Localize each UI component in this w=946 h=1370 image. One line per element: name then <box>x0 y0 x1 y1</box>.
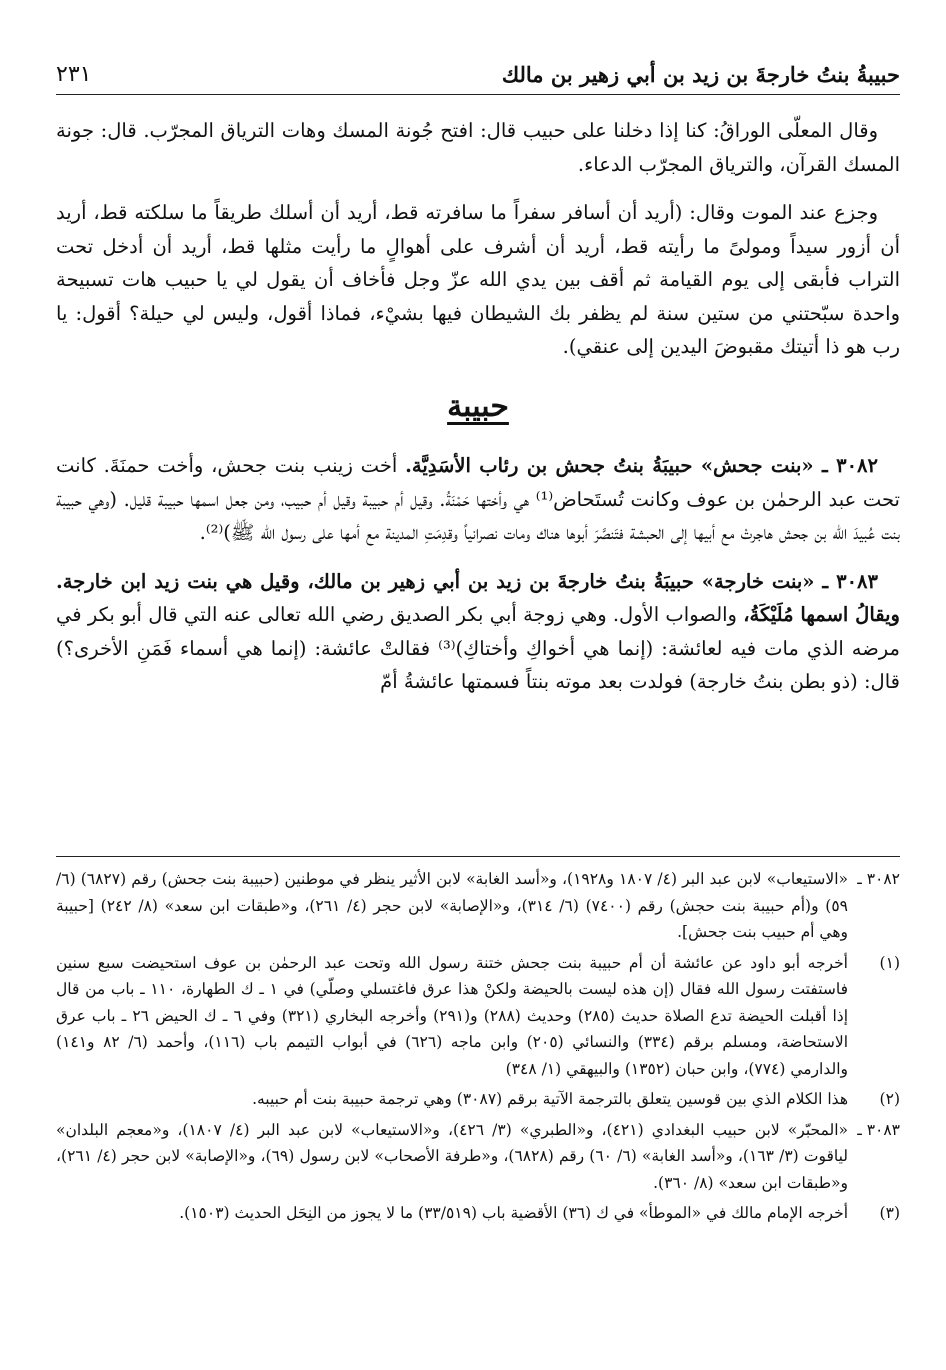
footnote-mark: (٢) <box>879 1090 900 1108</box>
section-title: حبيبة <box>447 388 509 424</box>
footnotes <box>56 866 900 1231</box>
footnote-text: «الاستيعاب» لابن عبد البر (٤/ ١٨٠٧ و١٩٢٨)، و«أسد الغابة» لابن الأثير ينظر في موطنين (حبيبة بنت جحش) رقم (٦٨٢٧) (٦/ ٥٩) و(أم حبيبة بنت حجش) رقم (٧٤٠٠) (٦/ ٣١٤)، و«الإصابة» لابن حجر (٤/ ٢٦١)، و«طبقات ابن سعد» (٨/ ٢٤٢) [حبيبة وهي أم حبيب بنت جحش]. <box>56 870 848 941</box>
footnote-text: أخرجه الإمام مالك في «الموطأ» في ك (٣٦) الأقضية باب (٣٣/٥١٩) ما لا يجوز من النِحَل الحديث (١٥٠٣). <box>179 1204 848 1222</box>
footnote-mark: ٣٠٨٣ ـ <box>857 1120 900 1139</box>
footnote-mark: (١) <box>879 953 900 972</box>
footnote <box>56 1117 900 1197</box>
entry-text: والصواب الأول. وهي زوجة أبي بكر الصديق رضي الله تعالى عنه التي قال أبو بكر في مرضه الذي مات فيه لعائشة: (إنما هي أخواكِ وأختاكِ)⁽³⁾ فقالتْ عائشة: (إنما هي أسماء فَمَنِ الأخرى؟) قال: (ذو بطن بنتُ خارجة) فولدت بعد موته بنتاً فسمتها عائشةُ أمّ <box>56 603 900 693</box>
footnote <box>56 1200 900 1227</box>
main-text <box>56 114 900 714</box>
footnote <box>56 866 900 946</box>
footnote <box>56 1086 900 1113</box>
footnote-text: أخرجه أبو داود عن عائشة أن أم حبيبة بنت جحش ختنة رسول الله وتحت عبد الرحمٰن بن عوف استحيضت سبع سنين فاستفتت رسول الله فقال (إن هذه ليست بالحيضة ولكنْ هذا عرق فاغتسلي وصلّي) في ١ ـ ك الطهارة، ١١٠ ـ باب من قال إذا أقبلت الحيضة تدع الصلاة حديث (٢٨٥) وحديث (٢٨٨) و(٢٩١) وأخرجه البخاري (٣٢١) وفي ٦ ـ ك الحيض ٢٦ ـ باب عرق الاستحاضة، ومسلم برقم (٣٣٤) والنسائي (٢٠٥) وابن ماجه (٦٢٦) في أبواب التيمم باب (١١٦)، وأحمد (٦/ ٨٢ و١٤١) والدارمي (٧٧٤)، وابن حبان (١٣٥٢) والبيهقي (١/ ٣٤٨) <box>56 953 849 1078</box>
running-header <box>56 54 900 95</box>
footnote-text: «المحبّر» لابن حبيب البغدادي (٤٢١)، و«الطبري» (٣/ ٤٢٦)، و«الاستيعاب» لابن عبد البر (٤/ ١٨٠٧)، و«معجم البلدان» لياقوت (٣/ ١٦٣)، و«أسد الغابة» (٦/ ٦٠) رقم (٦٨٢٨)، و«طرفة الأصحاب» لابن رسول (٦٩)، و«الإصابة» لابن حجر (٤/ ٢٦١)، و«طبقات ابن سعد» (٨/ ٣٦٠). <box>56 1120 848 1192</box>
footnote-separator <box>56 856 900 857</box>
footnote-mark: ٣٠٨٢ ـ <box>857 870 900 888</box>
page-number: ٢٣١ <box>56 61 92 87</box>
paragraph: وقال المعلّى الوراقُ: كنا إذا دخلنا على حبيب قال: افتح جُونة المسك وهات الترياق المجرّب. قال: جونة المسك القرآن، والترياق المجرّب الدعاء. <box>56 119 900 176</box>
entry-text: أخت زينب بنت جحش، وأخت حمنَةَ. كانت تحت عبد الرحمٰن بن عوف وكانت تُستَحاض⁽¹⁾ هي وأختها حَمْنَةُ. وقيل أم حبيبة وقيل أم حبيب، ومن جعل اسمها حبيبة قليل. (وهي حبيبة بنت عُبيدَ الله بن جحش هاجرتْ مع أبيها إلى الحبشة فتَنصَّرَ أبوها هناك ومات نصرانياً وقدِمَتِ المدينة مع أمها على رسول الله ﷺ)⁽²⁾. <box>56 454 900 544</box>
footnote-text: هذا الكلام الذي بين قوسين يتعلق بالترجمة الآتية برقم (٣٠٨٧) وهي ترجمة حبيبة بنت أم حبيبه. <box>252 1090 848 1108</box>
entry-3083 <box>56 565 900 699</box>
book-page <box>56 40 900 1350</box>
header-title: حبيبةُ بنتُ خارجةَ بن زيد بن أبي زهير بن مالك <box>501 61 900 87</box>
paragraph: وجزع عند الموت وقال: (أريد أن أسافر سفراً ما سافرته قط، أريد أن أسلك طريقاً ما سلكته قط، أريد أن أزور سيداً ومولىً ما رأيته قط، أريد أن أشرف على أهوالٍ ما رأيت مثلها قط، أريد أن أدخل تحت التراب فأبقى إلى يوم القيامة ثم أقف بين يدي الله عزّ وجل فأخاف أن يقول لي يا حبيب هات تسبيحة واحدة سبّحتني من ستين سنة لم يظفر بك الشيطان فيها بشيْء، فماذا أقول، وليس لي حيلة؟ أقول: يا رب هو ذا أتيتك مقبوضَ اليدين إلى عنقي). <box>56 201 900 358</box>
entry-heading: ٣٠٨٢ ـ «بنت جحش» حبيبَةُ بنتُ جحش بن رئاب الأسَدِيَّة. <box>405 454 878 477</box>
footnote <box>56 950 900 1083</box>
footnote-mark: (٣) <box>879 1204 900 1222</box>
entry-heading: ٣٠٨٣ ـ «بنت خارجة» حبيبَةُ بنتُ خارجةَ بن زيد بن أبي زهير بن مالك، وقيل هي بنت زيد ابن خارجة. ويقالُ اسمها مُلَيْكَةُ، <box>56 569 900 626</box>
entry-3082 <box>56 449 900 550</box>
